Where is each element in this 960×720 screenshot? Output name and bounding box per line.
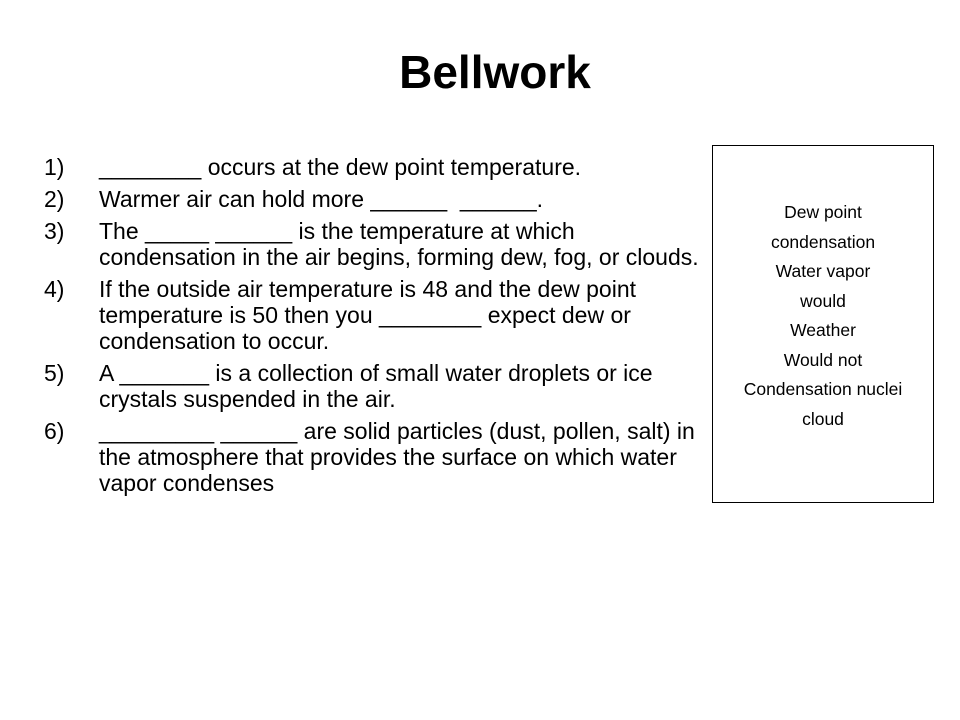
question-item [44, 360, 712, 412]
question-item [44, 218, 712, 270]
question-number: 5) [44, 360, 65, 386]
word-bank-item: condensation [770, 231, 876, 252]
question-number: 1) [44, 154, 65, 180]
word-bank-item: Dew point [784, 202, 862, 222]
question-number: 4) [44, 276, 65, 302]
word-bank-box [712, 145, 934, 503]
question-list [44, 154, 712, 502]
question-text: ________ occurs at the dew point temperature. [99, 154, 582, 180]
word-bank-item: Would not [783, 349, 863, 370]
question-number: 3) [44, 218, 65, 244]
word-bank-item: would [800, 290, 846, 311]
word-bank-item: Condensation nuclei [743, 379, 903, 399]
question-item [44, 186, 712, 212]
question-item [44, 154, 712, 180]
question-text: A _______ is a collection of small water droplets or ice crystals suspended in the air. [99, 360, 653, 412]
word-bank-item: Weather [790, 320, 856, 340]
word-bank-item: Water vapor [775, 261, 871, 281]
question-number: 2) [44, 186, 65, 212]
question-text: The _____ ______ is the temperature at which condensation in the air begins, forming dew, fog, or clouds. [99, 218, 699, 270]
page-title: Bellwork [399, 46, 591, 98]
question-text: Warmer air can hold more ______ ______. [99, 186, 544, 212]
question-text: _________ ______ are solid particles (dust, pollen, salt) in the atmosphere that provides the surface on which water vapor condenses [99, 418, 695, 496]
question-text: If the outside air temperature is 48 and the dew point temperature is 50 then you ________ expect dew or condensation to occur. [99, 276, 636, 354]
word-bank-item: cloud [802, 408, 844, 429]
question-item [44, 418, 712, 496]
question-item [44, 276, 712, 354]
question-number: 6) [44, 418, 65, 444]
